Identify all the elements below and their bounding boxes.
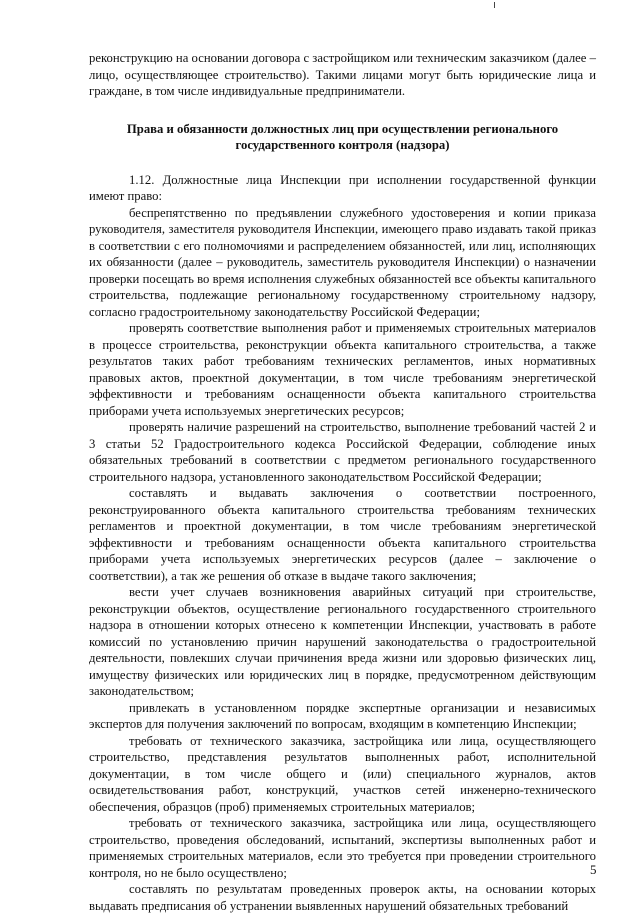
section-heading — [89, 121, 596, 154]
right-access-objects: беспрепятственно по предъявлении служебного удостоверения и копии приказа руководителя, заместителя руководителя Инспекции, имеющего право издавать такой приказ в соответствии с его полномочиями и распределением обязанностей, или лиц, исполняющих их обязанности (далее – руководитель, заместитель руководителя Инспекции) о назначении проверки посещать во время исполнения служебных обязанностей все объекты капитального строительства, подлежащие региональному государственному строительному надзору, согласно градостроительному законодательству Российской Федерации; — [89, 205, 596, 319]
document-page — [89, 50, 596, 914]
scan-mark — [494, 2, 495, 8]
right-check-permits: проверять наличие разрешений на строительство, выполнение требований частей 2 и 3 статьи 52 Градостроительного кодекса Российской Федерации, соблюдение иных обязательных требований в соответствии с предметом регионального государственного строительного надзора, установленного законодательством Российской Федерации; — [89, 420, 596, 484]
section-heading-line-1: Права и обязанности должностных лиц при осуществлении регионального — [126, 121, 559, 136]
intro-paragraph: реконструкцию на основании договора с застройщиком или техническим заказчиком (далее – лицо, осуществляющее строительство). Такими лицами могут быть юридические лица и граждане, в том числе индивидуальные предприниматели. — [89, 51, 596, 98]
right-demand-documentation: требовать от технического заказчика, застройщика или лица, осуществляющего строительство, представления результатов выполненных работ, исполнительной документации, в том числе общего и (или) специального журналов, актов освидетельствования работ, конструкций, участков сетей инженерно-технического обеспечения, образцов (проб) применяемых строительных материалов; — [89, 733, 596, 814]
right-compile-acts: составлять по результатам проведенных проверок акты, на основании которых выдавать предписания об устранении выявленных нарушений обязательных требований — [89, 882, 596, 913]
right-engage-experts: привлекать в установленном порядке экспертные организации и независимых экспертов для получения заключений по вопросам, входящим в компетенцию Инспекции; — [89, 700, 596, 731]
section-heading-line-2: государственного контроля (надзора) — [235, 138, 450, 152]
right-record-accidents: вести учет случаев возникновения аварийных ситуаций при строительстве, реконструкции объектов, осуществление регионального государственного строительного надзора в отношении которых отнесено к компетенции Инспекции, участвовать в работе комиссий по установлению причин нарушений законодательства о градостроительной деятельности, повлекших случаи причинения вреда жизни или здоровью физических лиц, имуществу физических или юридических лиц в порядке, предусмотренном действующим законодательством; — [89, 585, 596, 698]
right-issue-conclusions: составлять и выдавать заключения о соответствии построенного, реконструированного объекта капитального строительства требованиям технических регламентов и проектной документации, в том числе требованиям энергетической эффективности и требованиям оснащенности объекта капитального строительства приборами учета используемых энергетических ресурсов (далее – заключение о соответствии), а так же решения об отказе в выдаче такого заключения; — [89, 486, 596, 583]
page-number: 5 — [590, 862, 597, 877]
paragraph-1-12: 1.12. Должностные лица Инспекции при исполнении государственной функции имеют право: — [89, 172, 596, 203]
right-demand-inspections: требовать от технического заказчика, застройщика или лица, осуществляющего строительство, проведения обследований, испытаний, экспертизы выполненных работ и применяемых строительных материалов, если это требуется при проведении строительного контроля, но не было осуществлено; — [89, 816, 596, 880]
right-check-compliance: проверять соответствие выполнения работ и применяемых строительных материалов в процессе строительства, реконструкции объекта капитального строительства, а также результатов таких работ требованиям технических регламентов, иных нормативных правовых актов, проектной документации, в том числе требованиям энергетической эффективности и требованиям оснащенности объекта капитального строительства приборами учета используемых энергетических ресурсов; — [89, 321, 596, 418]
